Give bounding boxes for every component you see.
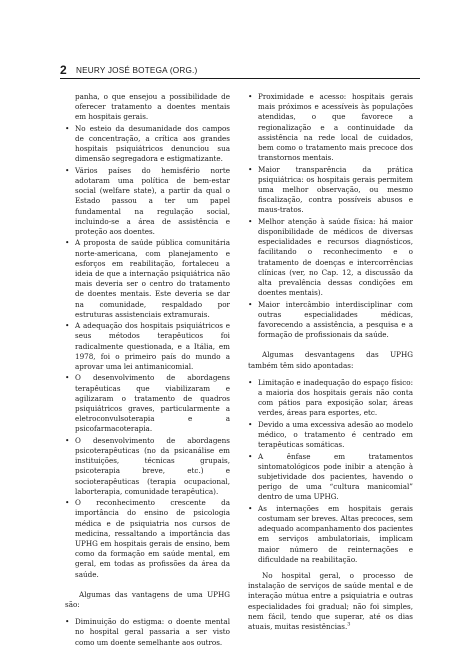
right-column [248,92,413,638]
list-item-text: A adequação dos hospitais psiquiátricos e seus métodos terapêuticos foi radicalmente questionada, e a Itália, em 1978, foi o primeiro país do mundo a aprovar uma lei antimanicomial. [75,321,230,372]
list-item [65,617,230,648]
list-item-text: A proposta de saúde pública comunitária norte-americana, com planejamento e esforços em reabilitação, fortaleceu a ideia de que a internação psiquiátrica não mais deveria ser o centro do tratamento de doentes mentais. Este deveria se dar na comunidade, respaldado por estruturas assistenciais extramurais. [75,238,230,319]
continued-text: panha, o que ensejou a possibilidade de oferecer tratamento a doentes mentais em hospitais gerais. [75,92,230,122]
bullet-icon: • [65,123,70,133]
list-item-text: Diminuição do estigma: o doente mental no hospital geral passaria a ser visto como um doente semelhante aos outros. [75,617,230,647]
bullet-icon: • [65,321,70,331]
header-rule [60,78,420,79]
list-item [248,420,413,451]
bullet-icon: • [65,435,70,445]
list-item [65,124,230,165]
list-item [65,373,230,434]
list-item [65,321,230,372]
bullet-icon: • [65,498,70,508]
bullet-icon: • [248,377,253,387]
list-item [65,238,230,320]
advantages-list-continued [248,92,413,340]
list-item-text: Devido a uma excessiva adesão ao modelo médico, o tratamento é centrado em terapêuticas somáticas. [258,419,413,450]
list-item [65,166,230,237]
bullet-icon: • [248,299,253,309]
left-column [65,92,230,649]
bullet-icon: • [248,451,253,461]
list-item-text: O desenvolvimento de abordagens psicoterapêuticas (no da psicanálise em instituições, técnicas grupais, psicoterapia breve, etc.) e socioterapêuticas (terapia ocupacional, laborterapia, comunidade terapêutica). [75,435,230,496]
closing-paragraph-text: No hospital geral, o processo de instalação de serviços de saúde mental e de interação mútua entre a psiquiatria e outras especialidades foi gradual; não foi simples, nem fácil, tendo que superar, até os dias atuais, muitas resistências. [248,571,413,632]
advantages-list-start [65,617,230,648]
closing-paragraph [248,571,413,632]
list-item [248,452,413,503]
list-item-text: Maior transparência da prática psiquiátrica: os hospitais gerais permitem uma melhor observação, ou mesmo fiscalização, contra possíveis abusos e maus-tratos. [258,164,413,215]
bullet-icon: • [248,216,253,226]
bullet-icon: • [248,164,253,174]
list-item [248,300,413,341]
list-item-text: Vários países do hemisfério norte adotaram uma política de bem-estar social (welfare state), a partir da qual o Estado passou a ter um papel fundamental na regulação social, incluindo-se a área de assistência e proteção aos doentes. [75,165,230,237]
bullet-icon: • [65,165,70,175]
disadvantages-intro: Algumas desvantagens das UPHG também têm sido apontadas: [248,350,413,370]
list-item-text: Limitação e inadequação do espaço físico: a maioria dos hospitais gerais não conta com pátios para exposição solar, áreas verdes, áreas para esportes, etc. [258,377,413,418]
running-head: NEURY JOSÉ BOTEGA (ORG.) [76,66,198,75]
list-item [65,436,230,497]
footnote-reference[interactable]: 3 [347,621,351,628]
list-item-text: Melhor atenção à saúde física: há maior disponibilidade de médicos de diversas especialidades e recursos diagnósticos, facilitando o reconhecimento e o tratamento de doenças e intercorrências clínicas (ver, no Cap. 12, a discussão da alta prevalência dessas condições em doentes mentais). [258,216,413,298]
bullet-icon: • [248,419,253,429]
page-number: 2 [60,63,67,77]
list-item [248,165,413,216]
history-factors-list [65,124,230,580]
list-item [248,217,413,299]
bullet-icon: • [65,617,70,627]
page-header [60,64,420,78]
advantages-intro: Algumas das vantagens de uma UPHG são: [65,589,230,610]
list-item-text: O reconhecimento crescente da importância do ensino de psicologia médica e de psiquiatria nos cursos de medicina, ressaltando a importância das UPHG em hospitais gerais de ensino, bem como da formação em saúde mental, em geral, em todas as profissões da área da saúde. [75,498,230,579]
list-item-text: O desenvolvimento de abordagens terapêuticas que viabilizaram e agilizaram o tratamento de quadros psiquiátricos graves, particularmente a eletroconvulsoterapia e a psicofarmacoterapia. [75,373,230,434]
bullet-icon: • [65,373,70,383]
list-item-text: No esteio da desumanidade dos campos de concentração, a crítica aos grandes hospitais psiquiátricos denunciou sua dimensão segregadora e estigmatizante. [75,123,230,164]
bullet-icon: • [248,92,253,101]
list-item [65,498,230,580]
list-item [248,92,413,163]
list-item [248,504,413,565]
disadvantages-list [248,378,413,565]
list-item-text: As internações em hospitais gerais costumam ser breves. Altas precoces, sem adequado acompanhamento dos pacientes em serviços ambulatoriais, implicam maior número de reinternações e dificuldade na reabilitação. [258,503,413,564]
bullet-icon: • [248,503,253,513]
list-item [248,378,413,419]
list-item-text: Proximidade e acesso: hospitais gerais mais próximos e acessíveis às populações atendidas, o que favorece a regionalização e a continuidade da assistência na rede local de cuidados, bem como o tratamento mais precoce dos transtornos mentais. [258,92,413,163]
list-item-text: Maior intercâmbio interdisciplinar com outras especialidades médicas, favorecendo a assistência, a pesquisa e a formação de profissionais da saúde. [258,299,413,340]
bullet-icon: • [65,238,70,248]
list-item-text: A ênfase em tratamentos sintomatológicos pode inibir a atenção à subjetividade dos pacientes, havendo o perigo de uma “cultura manicomial” dentro de uma UPHG. [258,451,413,502]
